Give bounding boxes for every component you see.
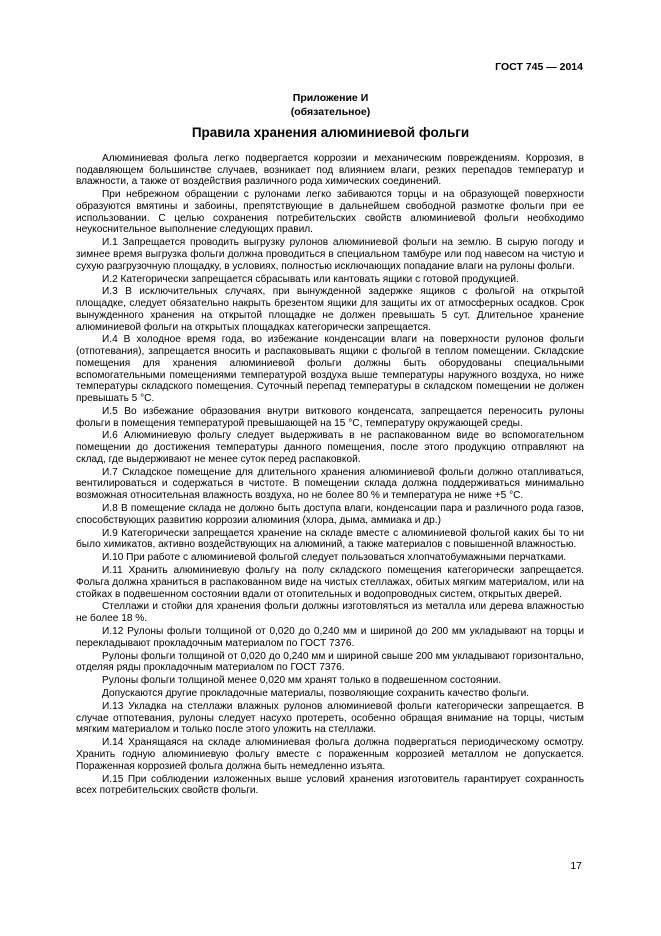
appendix-heading [0,91,661,119]
paragraph: При небрежном обращении с рулонами легко забиваются торцы и на образующей поверхности образуются вмятины и забоины, препятствующие в дальнейшем свободной размотке фольги при ее использовании. С целью сохранения потребительских свойств алюминиевой фольги необходимо неукоснительное выполнение следующих правил. [76,189,584,236]
paragraph: И.9 Категорически запрещается хранение на складе вместе с алюминиевой фольгой каких бы то ни было химикатов, активно воздействующих на алюминий, а также материалов с повышенной влажностью. [76,527,584,551]
paragraph: И.14 Хранящаяся на складе алюминиевая фольга должна подвергаться периодическому осмотру. Хранить годную алюминиевую фольгу вместе с пораженным коррозией металлом не допускается. Пораженная коррозией фольга должна быть немедленно изъята. [76,737,584,772]
paragraph: Рулоны фольги толщиной от 0,020 до 0,240 мм и шириной свыше 200 мм укладывают горизонтально, отделяя ряды прокладочным материалом по ГОСТ 7376. [76,650,584,674]
paragraph: Допускаются другие прокладочные материалы, позволяющие сохранить качество фольги. [102,688,530,700]
paragraph: Рулоны фольги толщиной менее 0,020 мм хранят только в подвешенном состоянии. [102,675,502,687]
page-number: 17 [570,860,582,872]
page-title: Правила хранения алюминиевой фольги [191,125,470,140]
paragraph: И.12 Рулоны фольги толщиной от 0,020 до 0,240 мм и шириной до 200 мм укладывают на торцы и перекладывают прокладочным материалом по ГОСТ 7376. [76,626,584,649]
paragraph: Алюминиевая фольга легко подвергается коррозии и механическим повреждениям. Коррозия, в подавляющем большинстве случаев, возникает под влиянием влаги, резких перепадов температур и влажности, а также от воздействия различного рода химических соединений. [76,153,584,188]
document-code: ГОСТ 745 — 2014 [495,61,583,73]
paragraph: И.7 Складское помещение для длительного хранения алюминиевой фольги должно отапливаться, вентилироваться и содержаться в чистоте. В помещении склада должна поддерживаться минимально возможная относительная влажность воздуха, но не более 80 % и температура не ниже +5 °С. [76,466,584,502]
paragraph: И.10 При работе с алюминиевой фольгой следует пользоваться хлопчатобумажными перчатками. [102,552,567,564]
paragraph: И.13 Укладка на стеллажи влажных рулонов алюминиевой фольги категорически запрещается. В случае отпотевания, рулоны следует насухо протереть, особенно обращая внимание на торцы, чистым мягким материалом и только после этого уложить на стеллажи. [76,701,584,736]
paragraph: Стеллажи и стойки для хранения фольги должны изготовляться из металла или дерева влажностью не более 18 %. [76,601,584,625]
document-body [76,153,584,798]
paragraph: И.15 При соблюдении изложенных выше условий хранения изготовитель гарантирует сохранность всех потребительских свойств фольги. [76,773,584,797]
paragraph: И.1 Запрещается проводить выгрузку рулонов алюминиевой фольги на землю. В сырую погоду и зимнее время выгрузка фольги должна проводиться в специальном тамбуре или под навесом на чистую и сухую разгрузочную площадку, в условиях, полностью исключающих попадание влаги на рулоны фольги. [76,237,584,272]
paragraph: И.3 В исключительных случаях, при вынужденной задержке ящиков с фольгой на открытой площадке, следует обязательно накрыть брезентом ящики для защиты их от атмосферных осадков. Срок вынужденного хранения на открытой площадке не должен превышать 5 сут. Длительное хранение алюминиевой фольги на открытых площадках категорически запрещается. [76,286,584,333]
paragraph: И.6 Алюминиевую фольгу следует выдерживать в не распакованном виде во вспомогательном помещении до достижения температуры данного помещения, после этого продукцию отправляют на склад, где выдерживают не менее суток перед распаковкой. [76,430,584,465]
paragraph: И.2 Категорически запрещается сбрасывать или кантовать ящики с готовой продукцией. [102,273,519,285]
paragraph: И.11 Хранить алюминиевую фольгу на полу складского помещения категорически запрещается. Фольга должна храниться в распакованном виде на чистых стеллажах, обитых мягким материалом, или на стойках в подвешенном состоянии вдали от отопительных и водопроводных систем, открытых дверей. [76,565,584,600]
paragraph: И.4 В холодное время года, во избежание конденсации влаги на поверхности рулонов фольги (отпотевания), запрещается вносить и распаковывать ящики с фольгой в теплом помещении. Складские помещения для хранения алюминиевой фольги должны быть оборудованы специальными вспомогательными помещениями температурой воздуха выше температуры наружного воздуха, но ниже температуры складского помещения. Суточный перепад температуры в складском помещении не должен превышать 5 °С. [76,334,584,404]
paragraph: И.5 Во избежание образования внутри виткового конденсата, запрещается переносить рулоны фольги в помещения температурой превышающей на 15 °С, температуру окружающей среды. [76,405,584,429]
appendix-label: Приложение И [292,92,369,104]
paragraph: И.8 В помещение склада не должно быть доступа влаги, конденсации пара и различного рода газов, способствующих развитию коррозии алюминия (хлора, дыма, аммиака и др.) [76,503,584,526]
appendix-status: (обязательное) [290,106,371,118]
